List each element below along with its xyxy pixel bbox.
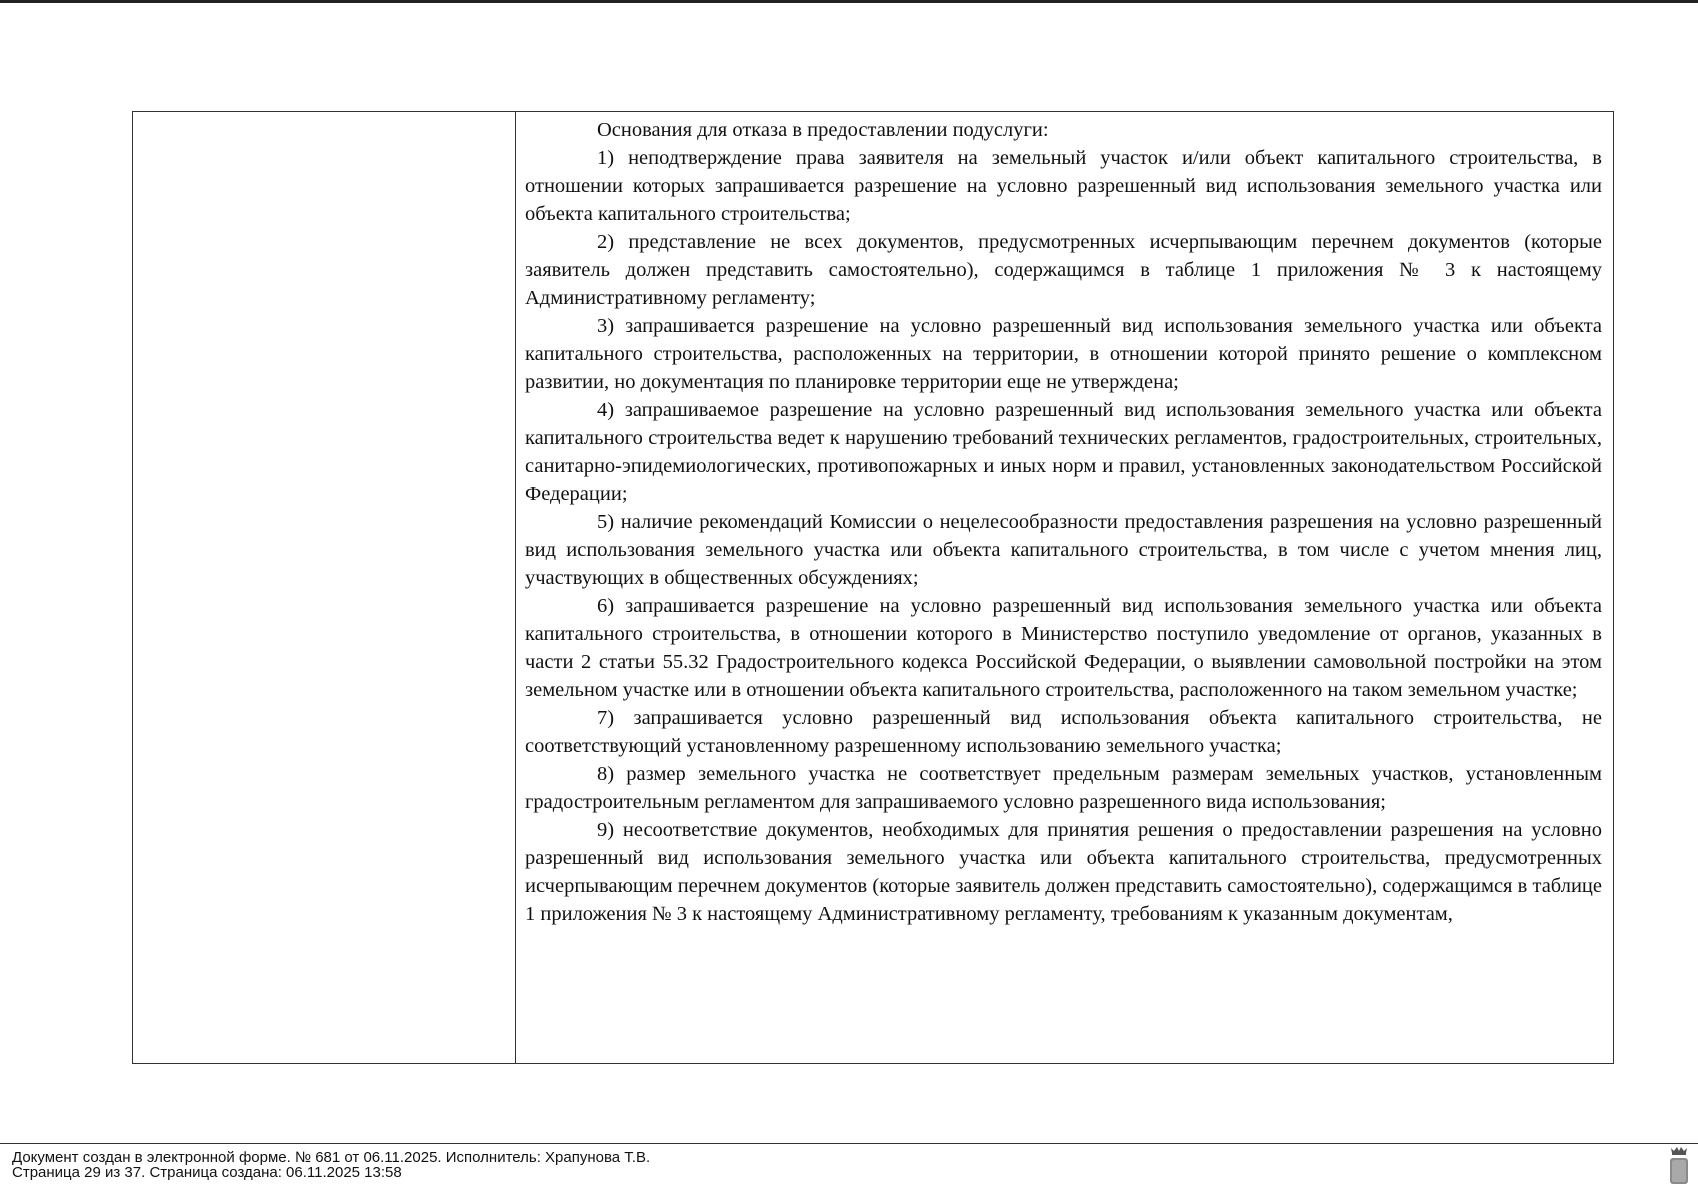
footer-document-info: Документ создан в электронной форме. № 681 от 06.11.2025. Исполнитель: Храпунова Т.В. <box>12 1149 651 1166</box>
document-footer <box>0 1143 1698 1200</box>
refusal-ground-item-8: 8) размер земельного участка не соответствует предельным размерам земельных участков, установленным градостроительным регламентом для запрашиваемого условно разрешенного вида использования; <box>525 763 1602 813</box>
footer-page-info: Страница 29 из 37. Страница создана: 06.11.2025 13:58 <box>12 1164 402 1181</box>
refusal-ground-item-5: 5) наличие рекомендаций Комиссии о нецелесообразности предоставления разрешения на условно разрешенный вид использования земельного участка или объекта капитального строительства, в том числе с учетом мнения лиц, участвующих в общественных обсуждениях; <box>525 511 1602 589</box>
table-left-cell <box>133 112 516 1063</box>
refusal-ground-item-9: 9) несоответствие документов, необходимых для принятия решения о предоставлении разрешения на условно разрешенный вид использования земельного участка или объекта капитального строительства, предусмотренных исчерпывающим перечнем документов (которые заявитель должен представить самостоятельно), содержащимся в таблице 1 приложения № 3 к настоящему Административному регламенту, требованиям к указанным документам, <box>525 819 1602 925</box>
emblem-stamp-icon <box>1668 1146 1690 1186</box>
refusal-grounds-heading: Основания для отказа в предоставлении подуслуги: <box>597 119 1049 141</box>
table-right-cell <box>516 112 1613 1063</box>
top-border-line <box>0 0 1698 3</box>
refusal-ground-item-7: 7) запрашивается условно разрешенный вид использования объекта капитального строительства, не соответствующий установленному разрешенному использованию земельного участка; <box>525 707 1602 757</box>
refusal-ground-item-3: 3) запрашивается разрешение на условно разрешенный вид использования земельного участка или объекта капитального строительства, расположенных на территории, в отношении которой принято решение о комплексном развитии, но документация по планировке территории еще не утверждена; <box>525 315 1602 393</box>
refusal-ground-item-6: 6) запрашивается разрешение на условно разрешенный вид использования земельного участка или объекта капитального строительства, в отношении которого в Министерство поступило уведомление от органов, указанных в части 2 статьи 55.32 Градостроительного кодекса Российской Федерации, о выявлении самовольной постройки на этом земельном участке или в отношении объекта капитального строительства, расположенного на таком земельном участке; <box>525 595 1602 701</box>
document-table <box>132 111 1614 1064</box>
refusal-ground-item-2: 2) представление не всех документов, предусмотренных исчерпывающим перечнем документов (которые заявитель должен представить самостоятельно), содержащимся в таблице 1 приложения № 3 к настоящему Административному регламенту; <box>525 231 1602 309</box>
footer-text <box>12 1150 650 1180</box>
refusal-ground-item-4: 4) запрашиваемое разрешение на условно разрешенный вид использования земельного участка или объекта капитального строительства ведет к нарушению требований технических регламентов, градостроительных, строительных, санитарно-эпидемиологических, противопожарных и иных норм и правил, установленных законодательством Российской Федерации; <box>525 399 1602 505</box>
refusal-ground-item-1: 1) неподтверждение права заявителя на земельный участок и/или объект капитального строительства, в отношении которых запрашивается разрешение на условно разрешенный вид использования земельного участка или объекта капитального строительства; <box>525 147 1602 225</box>
